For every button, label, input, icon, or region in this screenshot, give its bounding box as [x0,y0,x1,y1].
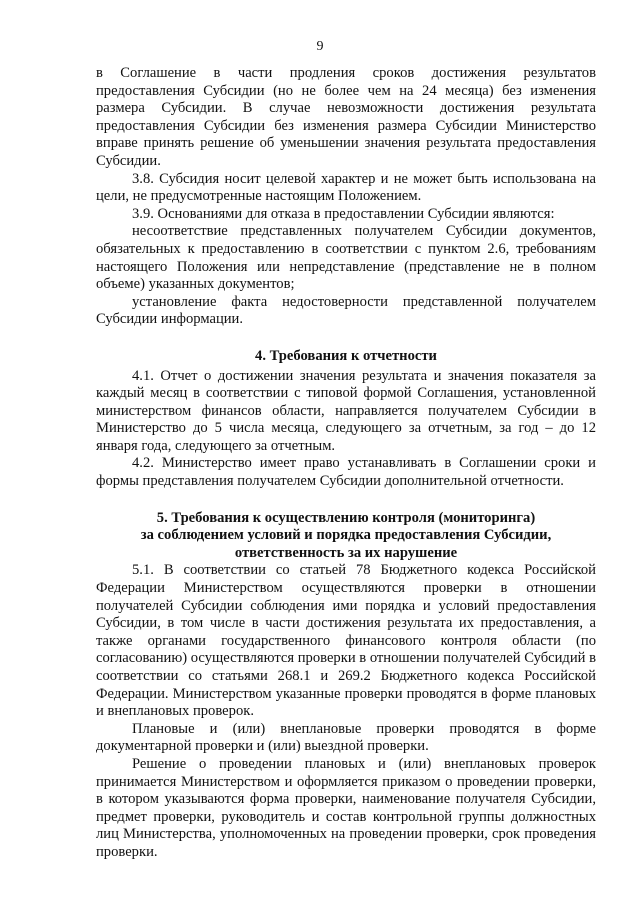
section-5-heading-line-1: 5. Требования к осуществлению контроля (мониторинга) [156,509,536,526]
section-5-heading-line-3: ответственность за их нарушение [234,544,458,561]
paragraph-refusal-reason-1: несоответствие представленных получателем Субсидии документов, обязательных к предоставлению в соответствии с пунктом 2.6, требованиям настоящего Положения или непредставление (представление не в полном объеме) указанных документов; [96,223,596,293]
paragraph-4-1: 4.1. Отчет о достижении значения результата и значения показателя за каждый месяц в соответствии с типовой формой Соглашения, установленной министерством финансов области, направляется получателем Субсидии в Министерство до 5 числа месяца, следующего за отчетным, за год – до 12 января года, следующего за отчетным. [96,367,596,454]
section-5-heading-line-2: за соблюдением условий и порядка предоставления Субсидии, [140,527,552,544]
paragraph-3-9: 3.9. Основаниями для отказа в предоставлении Субсидии являются: [132,205,555,222]
section-4-heading: 4. Требования к отчетности [255,347,437,364]
text-block [96,65,596,862]
paragraph-inspection-forms: Плановые и (или) внеплановые проверки проводятся в форме документарной проверки и (или) выездной проверки. [96,720,596,755]
page-number: 9 [316,39,324,54]
paragraph-continuation: в Соглашение в части продления сроков достижения результатов предоставления Субсидии (но не более чем на 24 месяца) без изменения размера Субсидии. В случае невозможности достижения результата предоставления Субсидии без изменения размера Субсидии Министерство вправе принять решение об уменьшении значения результата предоставления Субсидии. [96,65,596,169]
paragraph-3-8: 3.8. Субсидия носит целевой характер и не может быть использована на цели, не предусмотренные настоящим Положением. [96,170,596,205]
paragraph-refusal-reason-2: установление факта недостоверности представленной получателем Субсидии информации. [96,293,596,328]
paragraph-inspection-decision: Решение о проведении плановых и (или) внеплановых проверок принимается Министерством и оформляется приказом о проведении проверки, в котором указываются форма проверки, наименование получателя Субсидии, предмет проверки, руководитель и состав контрольной группы должностных лиц Министерства, уполномоченных на проведении проверки, срок проведения проверки. [96,755,596,860]
paragraph-4-2: 4.2. Министерство имеет право устанавливать в Соглашении сроки и формы представления получателем Субсидии дополнительной отчетности. [96,455,596,490]
paragraph-5-1: 5.1. В соответствии со статьей 78 Бюджетного кодекса Российской Федерации Министерством осуществляются проверки в отношении получателей Субсидии соблюдения ими порядка и условий предоставления Субсидии, в том числе в части достижения результата их предоставления, а также органами государственного финансового контроля области (по согласованию) осуществляются проверки в отношении получателей Субсидий в соответствии со статьями 268.1 и 269.2 Бюджетного кодекса Российской Федерации. Министерством указанные проверки проводятся в форме плановых и внеплановых проверок. [96,562,596,720]
